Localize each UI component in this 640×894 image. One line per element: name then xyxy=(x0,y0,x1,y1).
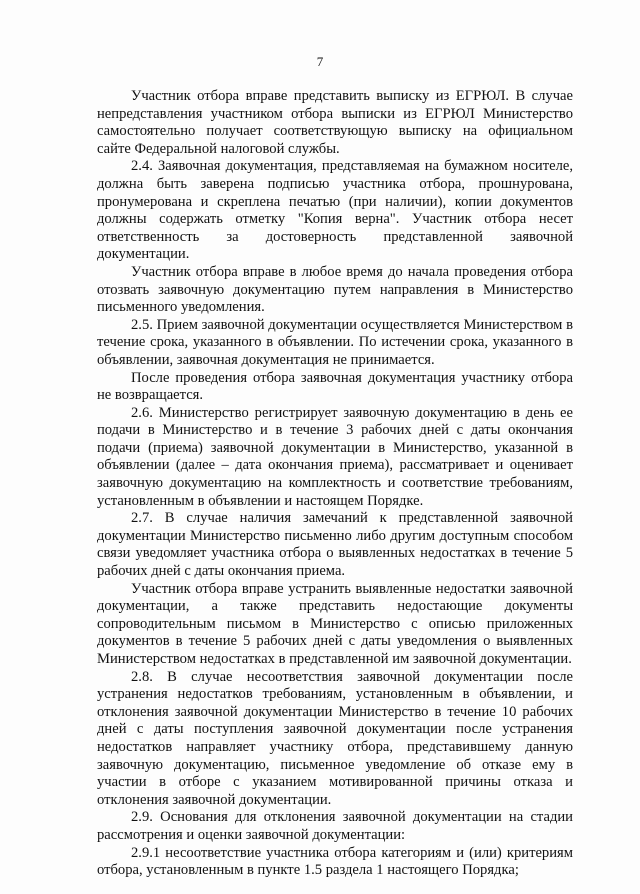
paragraph-withdrawal: Участник отбора вправе в любое время до начала проведения отбора отозвать заявочную документацию путем направления в Министерство письменного уведомления. xyxy=(97,263,573,316)
page-number: 7 xyxy=(316,54,324,69)
paragraph-not-returned: После проведения отбора заявочная документация участнику отбора не возвращается. xyxy=(97,369,573,404)
paragraph-2-5: 2.5. Прием заявочной документации осуществляется Министерством в течение срока, указанного в объявлении. По истечении срока, указанного в объявлении, заявочная документация не принимается. xyxy=(97,316,573,368)
paragraph-corrections: Участник отбора вправе устранить выявленные недостатки заявочной документации, а также представить недостающие документы сопроводительным письмом в Министерство с описью приложенных документов в течение 5 рабочих дней с даты уведомления о выявленных Министерством недостатках в представленной им заявочной документации. xyxy=(97,580,573,667)
paragraph-2-6: 2.6. Министерство регистрирует заявочную документацию в день ее подачи в Министерство и в течение 3 рабочих дней с даты окончания подачи (приема) заявочной документации в Министерство, указанной в объявлении (далее – дата окончания приема), рассматривает и оценивает заявочную документацию на комплектность и соответствие требованиям, установленным в объявлении и настоящем Порядке. xyxy=(97,404,573,509)
document-body xyxy=(97,88,573,880)
paragraph-egrul-extract: Участник отбора вправе представить выписку из ЕГРЮЛ. В случае непредставления участником отбора выписки из ЕГРЮЛ Министерство самостоятельно получает соответствующую выписку на официальном сайте Федеральной налоговой службы. xyxy=(97,88,573,157)
paragraph-2-9-1: 2.9.1 несоответствие участника отбора категориям и (или) критериям отбора, установленным в пункте 1.5 раздела 1 настоящего Порядка; xyxy=(97,844,573,879)
paragraph-2-7: 2.7. В случае наличия замечаний к представленной заявочной документации Министерство письменно либо другим доступным способом связи уведомляет участника отбора о выявленных недостатках в течение 5 рабочих дней с даты окончания приема. xyxy=(97,510,573,580)
paragraph-2-4: 2.4. Заявочная документация, представляемая на бумажном носителе, должна быть заверена подписью участника отбора, прошнурована, пронумерована и скреплена печатью (при наличии), копии документов должны содержать отметку "Копия верна". Участник отбора несет ответственность за достоверность представленной заявочной документации. xyxy=(97,158,573,263)
paragraph-2-9: 2.9. Основания для отклонения заявочной документации на стадии рассмотрения и оценки заявочной документации: xyxy=(97,809,573,843)
paragraph-2-8: 2.8. В случае несоответствия заявочной документации после устранения недостатков требованиям, установленным в объявлении, и отклонения заявочной документации Министерство в течение 10 рабочих дней с даты поступления заявочной документации после устранения недостатков направляет участнику отбора, представившему данную заявочную документацию, письменное уведомление об отказе ему в участии в отборе с указанием мотивированной причины отказа и отклонения заявочной документации. xyxy=(97,668,573,808)
